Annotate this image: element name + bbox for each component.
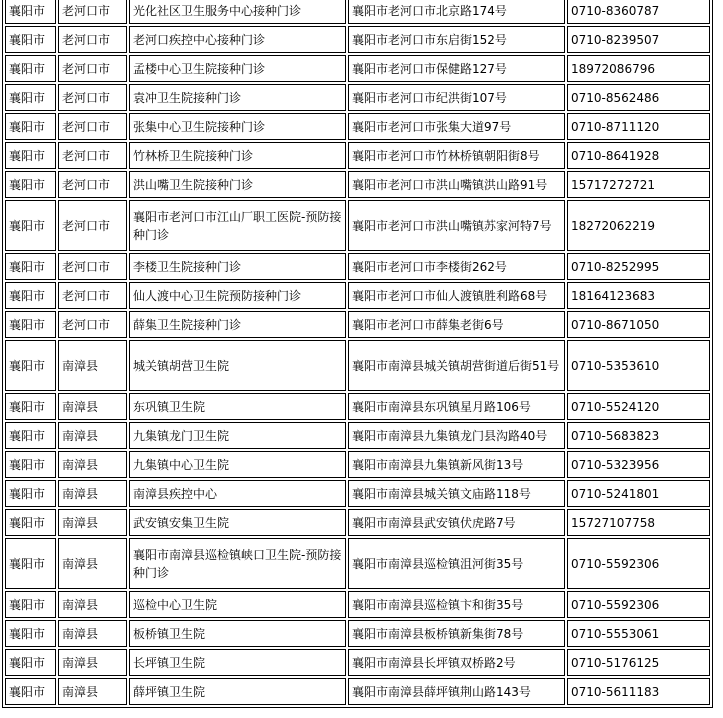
address-cell: 襄阳市老河口市薛集老街6号 xyxy=(348,311,565,338)
clinic-name-cell: 光化社区卫生服务中心接种门诊 xyxy=(129,0,346,24)
vaccination-clinic-table xyxy=(2,0,713,708)
city-cell: 襄阳市 xyxy=(5,311,56,338)
district-cell: 老河口市 xyxy=(58,113,127,140)
city-cell: 襄阳市 xyxy=(5,26,56,53)
address-cell: 襄阳市南漳县巡检镇沮河街35号 xyxy=(348,538,565,589)
table-row xyxy=(5,422,710,449)
district-cell: 南漳县 xyxy=(58,620,127,647)
district-cell: 南漳县 xyxy=(58,451,127,478)
clinic-name-cell: 板桥镇卫生院 xyxy=(129,620,346,647)
clinic-name-cell: 襄阳市南漳县巡检镇峡口卫生院-预防接种门诊 xyxy=(129,538,346,589)
phone-cell: 15717272721 xyxy=(567,171,710,198)
clinic-name-cell: 洪山嘴卫生院接种门诊 xyxy=(129,171,346,198)
address-cell: 襄阳市老河口市洪山嘴镇洪山路91号 xyxy=(348,171,565,198)
clinic-name-cell: 竹林桥卫生院接种门诊 xyxy=(129,142,346,169)
district-cell: 老河口市 xyxy=(58,200,127,251)
city-cell: 襄阳市 xyxy=(5,620,56,647)
clinic-name-cell: 九集镇中心卫生院 xyxy=(129,451,346,478)
phone-cell: 18972086796 xyxy=(567,55,710,82)
address-cell: 襄阳市南漳县东巩镇星月路106号 xyxy=(348,393,565,420)
address-cell: 襄阳市老河口市张集大道97号 xyxy=(348,113,565,140)
address-cell: 襄阳市南漳县板桥镇新集街78号 xyxy=(348,620,565,647)
clinic-name-cell: 薛坪镇卫生院 xyxy=(129,678,346,705)
clinic-name-cell: 巡检中心卫生院 xyxy=(129,591,346,618)
phone-cell: 0710-5683823 xyxy=(567,422,710,449)
phone-cell: 18164123683 xyxy=(567,282,710,309)
district-cell: 老河口市 xyxy=(58,55,127,82)
phone-cell: 15727107758 xyxy=(567,509,710,536)
table-body xyxy=(5,0,710,705)
clinic-name-cell: 袁冲卫生院接种门诊 xyxy=(129,84,346,111)
clinic-name-cell: 九集镇龙门卫生院 xyxy=(129,422,346,449)
phone-cell: 0710-8711120 xyxy=(567,113,710,140)
city-cell: 襄阳市 xyxy=(5,340,56,391)
district-cell: 南漳县 xyxy=(58,422,127,449)
address-cell: 襄阳市老河口市北京路174号 xyxy=(348,0,565,24)
district-cell: 老河口市 xyxy=(58,26,127,53)
table-row xyxy=(5,620,710,647)
phone-cell: 0710-8562486 xyxy=(567,84,710,111)
phone-cell: 0710-8641928 xyxy=(567,142,710,169)
table-row xyxy=(5,451,710,478)
table-row xyxy=(5,282,710,309)
city-cell: 襄阳市 xyxy=(5,171,56,198)
table-row xyxy=(5,538,710,589)
clinic-name-cell: 长坪镇卫生院 xyxy=(129,649,346,676)
address-cell: 襄阳市老河口市仙人渡镇胜利路68号 xyxy=(348,282,565,309)
address-cell: 襄阳市老河口市东启街152号 xyxy=(348,26,565,53)
district-cell: 老河口市 xyxy=(58,311,127,338)
district-cell: 南漳县 xyxy=(58,649,127,676)
district-cell: 南漳县 xyxy=(58,393,127,420)
city-cell: 襄阳市 xyxy=(5,393,56,420)
city-cell: 襄阳市 xyxy=(5,84,56,111)
phone-cell: 0710-8239507 xyxy=(567,26,710,53)
clinic-name-cell: 薛集卫生院接种门诊 xyxy=(129,311,346,338)
address-cell: 襄阳市南漳县城关镇胡营街道后街51号 xyxy=(348,340,565,391)
table-row xyxy=(5,200,710,251)
table-row xyxy=(5,480,710,507)
city-cell: 襄阳市 xyxy=(5,678,56,705)
district-cell: 南漳县 xyxy=(58,509,127,536)
phone-cell: 0710-5323956 xyxy=(567,451,710,478)
district-cell: 老河口市 xyxy=(58,142,127,169)
clinic-name-cell: 李楼卫生院接种门诊 xyxy=(129,253,346,280)
address-cell: 襄阳市南漳县长坪镇双桥路2号 xyxy=(348,649,565,676)
city-cell: 襄阳市 xyxy=(5,253,56,280)
table-row xyxy=(5,591,710,618)
phone-cell: 0710-5524120 xyxy=(567,393,710,420)
table-row xyxy=(5,0,710,24)
district-cell: 南漳县 xyxy=(58,480,127,507)
table-row xyxy=(5,26,710,53)
phone-cell: 18272062219 xyxy=(567,200,710,251)
district-cell: 南漳县 xyxy=(58,538,127,589)
table-row xyxy=(5,509,710,536)
table-row xyxy=(5,171,710,198)
address-cell: 襄阳市南漳县薛坪镇荆山路143号 xyxy=(348,678,565,705)
phone-cell: 0710-5611183 xyxy=(567,678,710,705)
city-cell: 襄阳市 xyxy=(5,480,56,507)
phone-cell: 0710-5353610 xyxy=(567,340,710,391)
district-cell: 老河口市 xyxy=(58,171,127,198)
address-cell: 襄阳市南漳县城关镇文庙路118号 xyxy=(348,480,565,507)
city-cell: 襄阳市 xyxy=(5,422,56,449)
address-cell: 襄阳市南漳县九集镇龙门县沟路40号 xyxy=(348,422,565,449)
address-cell: 襄阳市老河口市纪洪街107号 xyxy=(348,84,565,111)
table-row xyxy=(5,393,710,420)
city-cell: 襄阳市 xyxy=(5,538,56,589)
city-cell: 襄阳市 xyxy=(5,55,56,82)
phone-cell: 0710-5241801 xyxy=(567,480,710,507)
table-row xyxy=(5,649,710,676)
city-cell: 襄阳市 xyxy=(5,200,56,251)
address-cell: 襄阳市老河口市竹林桥镇朝阳街8号 xyxy=(348,142,565,169)
district-cell: 南漳县 xyxy=(58,340,127,391)
city-cell: 襄阳市 xyxy=(5,282,56,309)
clinic-name-cell: 孟楼中心卫生院接种门诊 xyxy=(129,55,346,82)
clinic-name-cell: 张集中心卫生院接种门诊 xyxy=(129,113,346,140)
phone-cell: 0710-8360787 xyxy=(567,0,710,24)
phone-cell: 0710-5176125 xyxy=(567,649,710,676)
city-cell: 襄阳市 xyxy=(5,591,56,618)
clinic-name-cell: 南漳县疾控中心 xyxy=(129,480,346,507)
city-cell: 襄阳市 xyxy=(5,649,56,676)
table-row xyxy=(5,55,710,82)
phone-cell: 0710-5553061 xyxy=(567,620,710,647)
table-row xyxy=(5,142,710,169)
city-cell: 襄阳市 xyxy=(5,142,56,169)
address-cell: 襄阳市老河口市洪山嘴镇苏家河特7号 xyxy=(348,200,565,251)
district-cell: 老河口市 xyxy=(58,84,127,111)
district-cell: 南漳县 xyxy=(58,591,127,618)
clinic-name-cell: 武安镇安集卫生院 xyxy=(129,509,346,536)
district-cell: 南漳县 xyxy=(58,678,127,705)
phone-cell: 0710-5592306 xyxy=(567,591,710,618)
address-cell: 襄阳市南漳县巡检镇卞和街35号 xyxy=(348,591,565,618)
table-row xyxy=(5,84,710,111)
city-cell: 襄阳市 xyxy=(5,451,56,478)
city-cell: 襄阳市 xyxy=(5,0,56,24)
table-row xyxy=(5,678,710,705)
phone-cell: 0710-8252995 xyxy=(567,253,710,280)
clinic-name-cell: 城关镇胡营卫生院 xyxy=(129,340,346,391)
phone-cell: 0710-8671050 xyxy=(567,311,710,338)
clinic-name-cell: 东巩镇卫生院 xyxy=(129,393,346,420)
address-cell: 襄阳市老河口市保健路127号 xyxy=(348,55,565,82)
district-cell: 老河口市 xyxy=(58,282,127,309)
table-row xyxy=(5,340,710,391)
clinic-name-cell: 襄阳市老河口市江山厂职工医院-预防接种门诊 xyxy=(129,200,346,251)
clinic-name-cell: 老河口疾控中心接种门诊 xyxy=(129,26,346,53)
city-cell: 襄阳市 xyxy=(5,113,56,140)
table-row xyxy=(5,311,710,338)
phone-cell: 0710-5592306 xyxy=(567,538,710,589)
address-cell: 襄阳市南漳县九集镇新风街13号 xyxy=(348,451,565,478)
table-row xyxy=(5,253,710,280)
address-cell: 襄阳市南漳县武安镇伏虎路7号 xyxy=(348,509,565,536)
address-cell: 襄阳市老河口市李楼街262号 xyxy=(348,253,565,280)
district-cell: 老河口市 xyxy=(58,253,127,280)
clinic-name-cell: 仙人渡中心卫生院预防接种门诊 xyxy=(129,282,346,309)
city-cell: 襄阳市 xyxy=(5,509,56,536)
table-row xyxy=(5,113,710,140)
district-cell: 老河口市 xyxy=(58,0,127,24)
